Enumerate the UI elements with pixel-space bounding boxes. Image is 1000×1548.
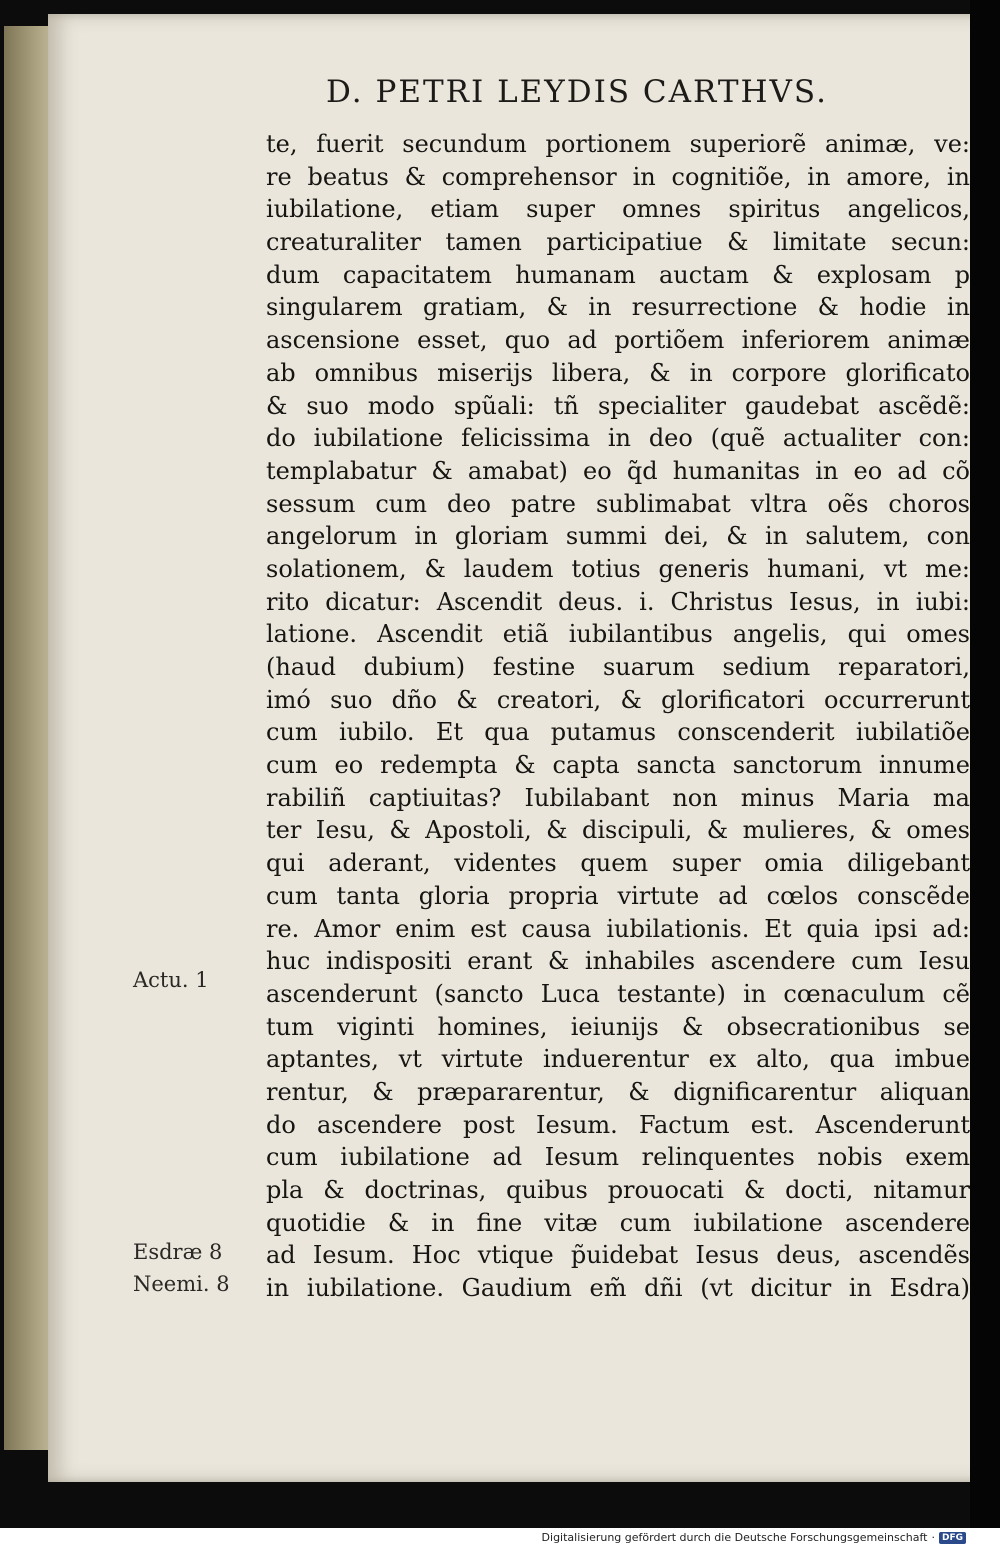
footer-credit: Digitalisierung gefördert durch die Deutsche Forschungsgemeinschaft · DFG (542, 1527, 966, 1548)
text-line: in iubilatione. Gaudium em̃ dñi (vt dicitur in Esdra) (266, 1274, 970, 1303)
text-line: ter Iesu, & Apostoli, & discipuli, & mulieres, & omes (266, 816, 970, 845)
text-line: (haud dubium) festine suarum sedium reparatori, (266, 653, 970, 681)
text-line: rabiliñ captiuitas? Iubilabant non minus Maria ma (266, 783, 970, 812)
text-line: quotidie & in fine vitæ cum iubilatione ascendere (266, 1208, 970, 1237)
text-line: creaturaliter tamen participatiue & limitate secun: (266, 228, 970, 257)
text-line: angelorum in gloriam summi dei, & in salutem, con (266, 522, 970, 551)
text-line: cum iubilatione ad Iesum relinquentes nobis exem (266, 1143, 970, 1172)
running-title: D. PETRI LEYDIS CARTHVS. (326, 74, 828, 110)
text-line: pla & doctrinas, quibus prouocati & docti, nitamur (266, 1176, 970, 1204)
text-line: cum eo redempta & capta sancta sanctorum innume (266, 751, 970, 780)
text-line: rentur, & præpararentur, & dignificarentur aliquan (266, 1077, 970, 1106)
scan-edge (970, 0, 1000, 1528)
text-line: rito dicatur: Ascendit deus. i. Christus Iesus, in iubi: (266, 587, 970, 616)
text-line: aptantes, vt virtute induerentur ex alto, qua imbue (266, 1045, 970, 1074)
text-line: sessum cum deo patre sublimabat vltra oẽs choros (266, 489, 970, 518)
footer-credit-text: Digitalisierung gefördert durch die Deutsche Forschungsgemeinschaft (541, 1531, 928, 1544)
text-line: re beatus & comprehensor in cognitiõe, in amore, in (266, 162, 970, 191)
dfg-logo-icon: DFG (939, 1532, 966, 1544)
text-line: te, fuerit secundum portionem superiorẽ animæ, ve: (266, 130, 970, 158)
text-line: re. Amor enim est causa iubilationis. Et quia ipsi ad: (266, 914, 970, 943)
text-line: cum tanta gloria propria virtute ad cœlos conscẽde (266, 881, 970, 910)
text-line: solationem, & laudem totius generis humani, vt me: (266, 554, 970, 583)
text-line: cum iubilo. Et qua putamus conscenderit iubilatiõe (266, 718, 970, 747)
text-line: huc indispositi erant & inhabiles ascendere cum Iesu (266, 947, 970, 976)
text-line: & suo modo spũali: tñ specialiter gaudebat ascẽdẽ: (266, 391, 970, 420)
margin-note-neemi: Neemi. 8 (133, 1272, 230, 1296)
text-line: iubilatione, etiam super omnes spiritus angelicos, (266, 195, 970, 224)
text-line: templabatur & amabat) eo q̃d humanitas in eo ad cõ (266, 456, 970, 485)
body-text (266, 128, 970, 1305)
text-line: ab omnibus miserijs libera, & in corpore glorificato (266, 358, 970, 387)
text-line: singularem gratiam, & in resurrectione & hodie in (266, 293, 970, 322)
text-line: ascensione esset, quo ad portiõem inferiorem animæ (266, 326, 970, 355)
text-line: latione. Ascendit etiã iubilantibus angelis, qui omes (266, 620, 970, 649)
text-line: dum capacitatem humanam auctam & explosam p (266, 260, 970, 289)
text-line: ascenderunt (sancto Luca testante) in cœnaculum cẽ (266, 979, 970, 1008)
text-line: do ascendere post Iesum. Factum est. Ascenderunt (266, 1110, 970, 1139)
text-line: do iubilatione felicissima in deo (quẽ actualiter con: (266, 424, 970, 453)
margin-note-esdrae: Esdræ 8 (133, 1240, 223, 1264)
text-line: ad Iesum. Hoc vtique p̃uidebat Iesus deus, ascendẽs (266, 1241, 970, 1270)
text-line: tum viginti homines, ieiunijs & obsecrationibus se (266, 1012, 970, 1041)
text-line: qui aderant, videntes quem super omia diligebant (266, 849, 970, 878)
text-line: imó suo dño & creatori, & glorificatori occurrerunt (266, 685, 970, 714)
margin-note-actu: Actu. 1 (133, 968, 209, 992)
